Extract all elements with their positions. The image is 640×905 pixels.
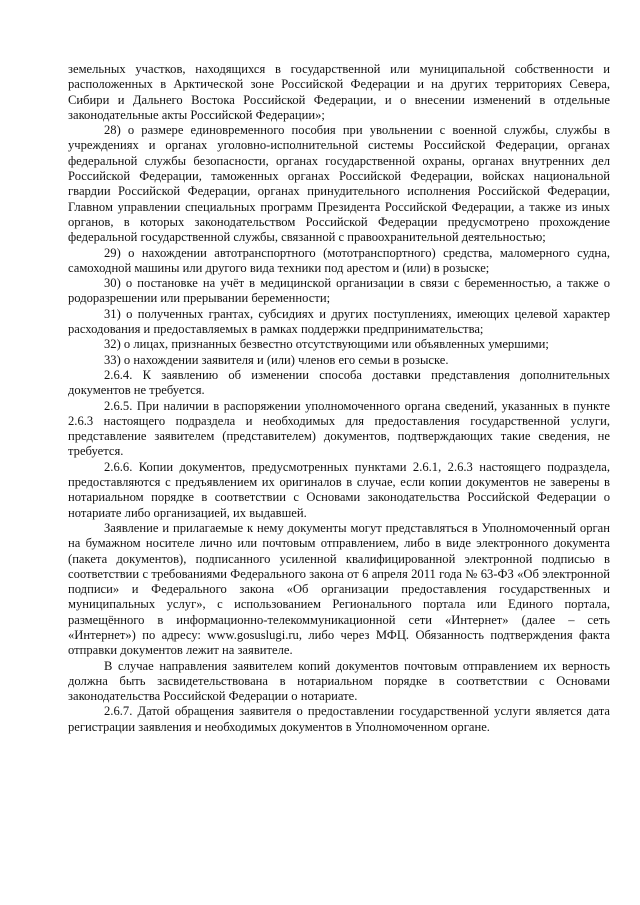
- paragraph-2-6-6: 2.6.6. Копии документов, предусмотренных пунктами 2.6.1, 2.6.3 настоящего подраздела, предоставляются с предъявлением их оригиналов в случае, если копии документов не заверены в нотариальном порядке в соответствии с Основами законодательства Российской Федерации о нотариате либо организацией, их выдавшей.: [68, 459, 610, 520]
- paragraph-item-32: 32) о лицах, признанных безвестно отсутствующими или объявленных умершими;: [104, 337, 549, 352]
- paragraph-2-6-7: 2.6.7. Датой обращения заявителя о предоставлении государственной услуги является дата регистрации заявления и необходимых документов в Уполномоченном органе.: [68, 704, 610, 734]
- paragraph-item-28: 28) о размере единовременного пособия при увольнении с военной службы, службы в учреждениях и органах уголовно-исполнительной системы Российской Федерации, органах федеральной службы безопасности, органах государственной охраны, органах внутренних дел Российской Федерации, таможенных органах Российской Федерации, войсках национальной гвардии Российской Федерации, органах принудительного исполнения Российской Федерации, Главном управлении специальных программ Президента Российской Федерации, а также из иных органов, в которых законодательством Российской Федерации предусмотрено прохождение федеральной государственной службы, связанной с правоохранительной деятельностью;: [68, 123, 610, 245]
- paragraph-postal-copies: В случае направления заявителем копий документов почтовым отправлением их верность должна быть засвидетельствована в нотариальном порядке в соответствии с Основами законодательства Российской Федерации о нотариате.: [68, 658, 610, 704]
- paragraph-2-6-4: 2.6.4. К заявлению об изменении способа доставки представления дополнительных документов не требуется.: [68, 367, 610, 398]
- paragraph-item-29: 29) о нахождении автотранспортного (мототранспортного) средства, маломерного судна, самоходной машины или другого вида техники под арестом и (или) в розыске;: [68, 245, 610, 275]
- paragraph-item-30: 30) о постановке на учёт в медицинской организации в связи с беременностью, а также о родоразрешении или прерывании беременности;: [68, 276, 610, 306]
- paragraph-land-plots: земельных участков, находящихся в государственной или муниципальной собственности и расположенных в Арктической зоне Российской Федерации и на других территориях Севера, Сибири и Дальнего Востока Российской Федерации, и о внесении изменений в отдельные законодательные акты Российской Федерации»;: [68, 62, 610, 122]
- document-page: [68, 62, 610, 735]
- paragraph-item-31: 31) о полученных грантах, субсидиях и других поступлениях, имеющих целевой характер расходования и предоставляемых в рамках поддержки предпринимательства;: [68, 306, 610, 337]
- paragraph-item-33: 33) о нахождении заявителя и (или) членов его семьи в розыске.: [104, 352, 449, 367]
- paragraph-submission-methods: Заявление и прилагаемые к нему документы могут представляться в Уполномоченный орган на бумажном носителе лично или почтовым отправлением, либо в виде электронного документа (пакета документов), подписанного усиленной квалифицированной электронной подписью в соответствии с требованиями Федерального закона от 6 апреля 2011 года № 63-ФЗ «Об электронной подписи» и Федерального закона «Об организации предоставления государственных и муниципальных услуг», с использованием Регионального портала или Единого портала, размещённого в информационно-телекоммуникационной сети «Интернет» (далее – сеть «Интернет») по адресу: www.gosuslugi.ru, либо через МФЦ. Обязанность подтверждения факта отправки документов лежит на заявителе.: [68, 520, 610, 658]
- paragraph-2-6-5: 2.6.5. При наличии в распоряжении уполномоченного органа сведений, указанных в пункте 2.6.3 настоящего подраздела и необходимых для предоставления государственной услуги, представление заявителем (представителем) документов, подтверждающих такие сведения, не требуется.: [68, 398, 610, 459]
